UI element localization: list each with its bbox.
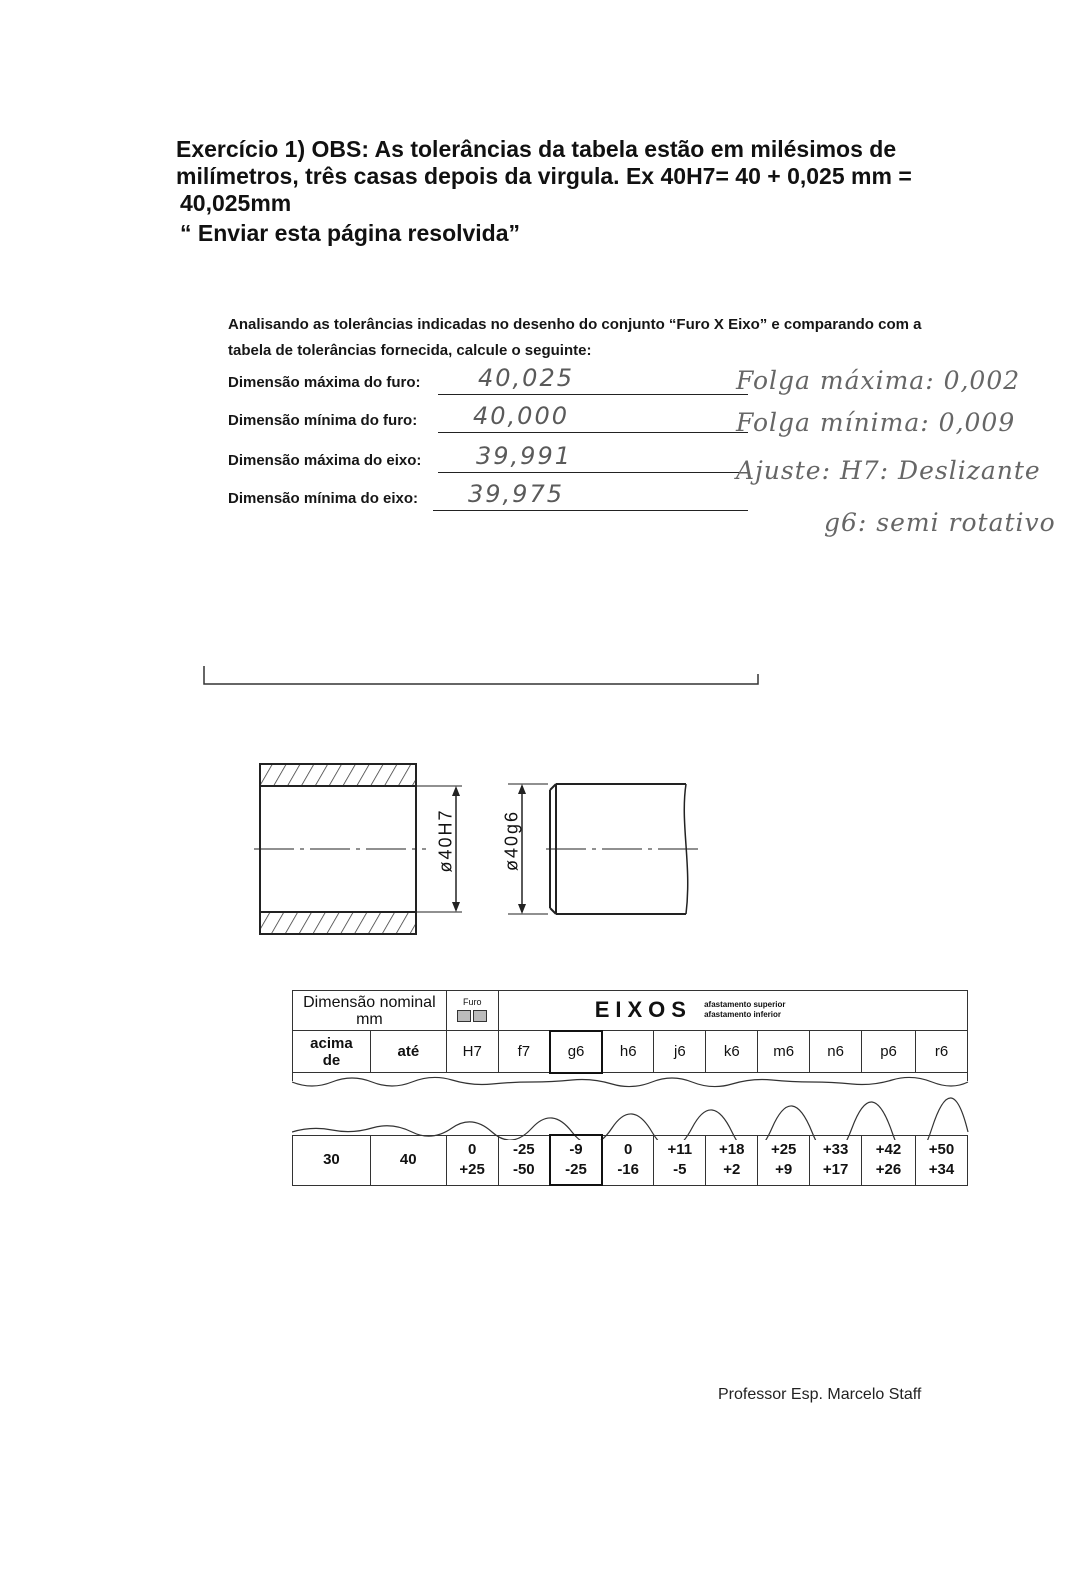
cell-from: 30 bbox=[293, 1135, 371, 1185]
shaft-dimension-label bbox=[492, 792, 532, 892]
col-r6: r6 bbox=[916, 1031, 968, 1073]
furo-label: Furo bbox=[462, 997, 482, 1007]
col-dim-label: Dimensão nominal bbox=[303, 993, 436, 1011]
col-j6: j6 bbox=[654, 1031, 706, 1073]
shaft-dimension-text: ø40g6 bbox=[501, 809, 522, 872]
note-folga-min: Folga mínima: 0,009 bbox=[736, 408, 1016, 437]
col-m6: m6 bbox=[758, 1031, 810, 1073]
separator-line bbox=[200, 664, 764, 690]
instructions bbox=[228, 312, 988, 364]
field-label: Dimensão máxima do eixo: bbox=[228, 452, 422, 469]
field-max-shaft bbox=[228, 442, 748, 474]
eixos-title: EIXOS bbox=[594, 997, 692, 1023]
cell-k6: +18 +2 bbox=[706, 1135, 758, 1185]
col-ate bbox=[370, 1031, 446, 1073]
answer-line bbox=[433, 510, 748, 511]
intro-line-2: tabela de tolerâncias fornecida, calcule o seguinte: bbox=[228, 342, 592, 359]
afast-inf-label: afastamento inferior bbox=[704, 1010, 782, 1020]
col-acima bbox=[293, 1031, 371, 1073]
field-max-hole bbox=[228, 364, 748, 396]
tolerance-table-header bbox=[292, 990, 968, 1081]
col-h6: h6 bbox=[602, 1031, 654, 1073]
eixos-header bbox=[498, 991, 967, 1031]
cell-p6: +42 +26 bbox=[862, 1135, 916, 1185]
col-n6: n6 bbox=[810, 1031, 862, 1073]
header-line-2: milímetros, três casas depois da virgula. Ex 40H7= 40 + 0,025 mm = bbox=[176, 163, 912, 189]
cell-m6: +25 +9 bbox=[758, 1135, 810, 1185]
cell-r6: +50 +34 bbox=[915, 1135, 967, 1185]
ate-label: até bbox=[397, 1043, 420, 1060]
handwritten-answer: 39,991 bbox=[476, 442, 572, 470]
field-min-shaft bbox=[228, 480, 748, 512]
cell-f7: -25 -50 bbox=[498, 1135, 550, 1185]
answer-line bbox=[438, 432, 748, 433]
note-g6: g6: semi rotativo bbox=[824, 508, 1056, 537]
hole-dimension-text: ø40H7 bbox=[435, 808, 456, 873]
professor-signature: Professor Esp. Marcelo Staff bbox=[718, 1386, 922, 1403]
answer-line bbox=[438, 394, 748, 395]
field-label: Dimensão mínima do furo: bbox=[228, 412, 418, 429]
col-p6: p6 bbox=[862, 1031, 916, 1073]
exercise-header bbox=[176, 136, 976, 247]
col-g6: g6 bbox=[550, 1031, 602, 1073]
cell-j6: +11 -5 bbox=[654, 1135, 706, 1185]
field-label: Dimensão mínima do eixo: bbox=[228, 490, 419, 507]
tolerance-table-values bbox=[292, 1134, 968, 1186]
cell-g6: -9 -25 bbox=[550, 1135, 602, 1185]
header-line-1: Exercício 1) OBS: As tolerâncias da tabela estão em milésimos de bbox=[176, 136, 897, 162]
field-label: Dimensão máxima do furo: bbox=[228, 374, 421, 391]
col-H7: H7 bbox=[446, 1031, 498, 1073]
table-row bbox=[293, 1135, 968, 1185]
header-line-4: “ Enviar esta página resolvida” bbox=[180, 220, 521, 246]
cell-h6: 0 -16 bbox=[602, 1135, 654, 1185]
shaft-part bbox=[508, 784, 702, 914]
torn-edge-decoration bbox=[292, 1070, 972, 1140]
answer-line bbox=[438, 472, 748, 473]
handwritten-answer: 40,000 bbox=[473, 402, 569, 430]
dimension-nominal-header bbox=[293, 991, 447, 1031]
col-k6: k6 bbox=[706, 1031, 758, 1073]
acima-label: acima de bbox=[310, 1034, 353, 1069]
cell-n6: +33 +17 bbox=[810, 1135, 862, 1185]
hole-shaft-drawing bbox=[250, 754, 710, 942]
handwritten-answer: 40,025 bbox=[478, 364, 574, 392]
field-min-hole bbox=[228, 402, 748, 434]
furo-header bbox=[446, 991, 498, 1031]
col-unit-label: mm bbox=[356, 1010, 383, 1028]
header-line-3: 40,025mm bbox=[180, 190, 292, 216]
handwritten-answer: 39,975 bbox=[468, 480, 564, 508]
intro-line-1: Analisando as tolerâncias indicadas no desenho do conjunto “Furo X Eixo” e comparando com a bbox=[228, 316, 922, 333]
note-ajuste: Ajuste: H7: Deslizante bbox=[736, 456, 1041, 485]
col-f7: f7 bbox=[498, 1031, 550, 1073]
cell-to: 40 bbox=[370, 1135, 446, 1185]
note-folga-max: Folga máxima: 0,002 bbox=[736, 366, 1021, 395]
hole-dimension-label bbox=[426, 792, 466, 892]
afast-sup-label: afastamento superior bbox=[704, 1000, 786, 1010]
cell-H7: 0 +25 bbox=[446, 1135, 498, 1185]
